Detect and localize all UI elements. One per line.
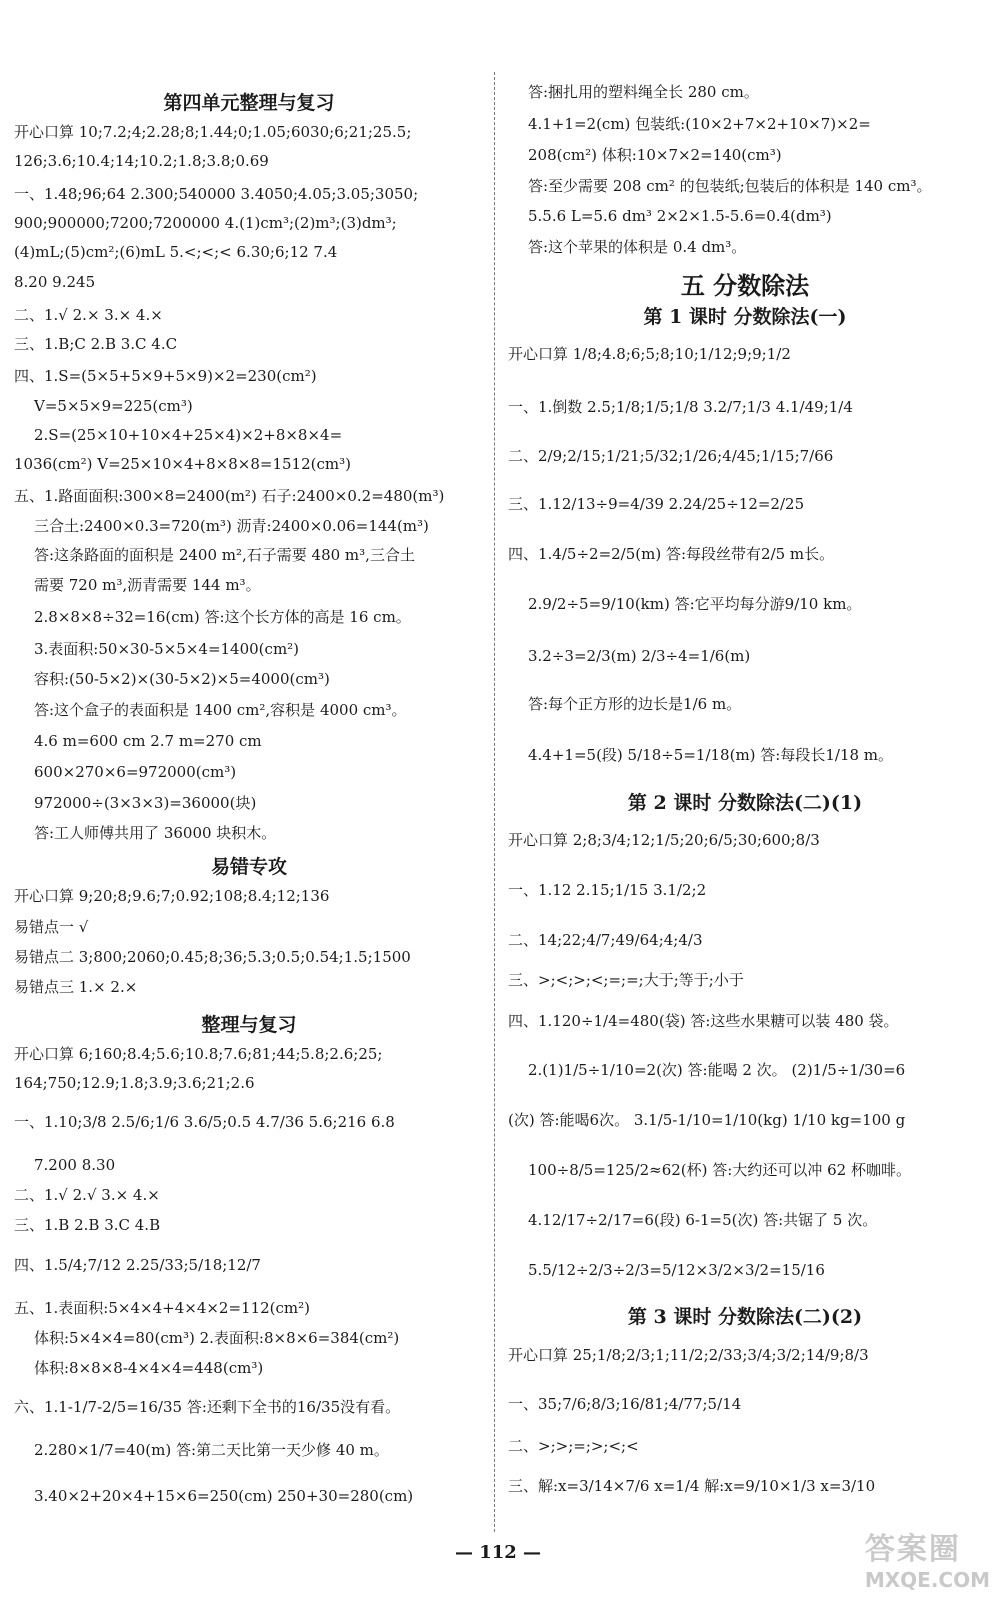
- answer-line: 2.280×1/7=40(m) 答:第二天比第一天少修 40 m。: [34, 1441, 389, 1459]
- answer-line: (4)mL;(5)cm²;(6)mL 5.<;<;< 6.30;6;12 7.4: [14, 243, 338, 261]
- answer-line: 答:这个盒子的表面积是 1400 cm²,容积是 4000 cm³。: [34, 701, 407, 719]
- answer-line: 一、1.10;3/8 2.5/6;1/6 3.6/5;0.5 4.7/36 5.6;216 6.8: [14, 1113, 395, 1131]
- answer-line: 四、1.120÷1/4=480(袋) 答:这些水果糖可以装 480 袋。: [508, 1012, 899, 1030]
- answer-line: 一、1.12 2.15;1/15 3.1/2;2: [508, 881, 707, 899]
- answer-line: 答:工人师傅共用了 36000 块积木。: [34, 824, 277, 842]
- answer-line: 5.5.6 L=5.6 dm³ 2×2×1.5-5.6=0.4(dm³): [528, 207, 832, 225]
- answer-line: 一、1.倒数 2.5;1/8;1/5;1/8 3.2/7;1/3 4.1/49;1/4: [508, 398, 853, 416]
- answer-line: 答:每个正方形的边长是1/6 m。: [528, 695, 742, 713]
- answer-line: 二、1.√ 2.× 3.× 4.×: [14, 306, 163, 324]
- answer-line: 五、1.路面面积:300×8=2400(m²) 石子:2400×0.2=480(m³): [14, 487, 445, 505]
- answer-line: 3.2÷3=2/3(m) 2/3÷4=1/6(m): [528, 647, 751, 665]
- answer-line: 600×270×6=972000(cm³): [34, 763, 237, 781]
- answer-line: 972000÷(3×3×3)=36000(块): [34, 794, 257, 812]
- answer-line: 208(cm²) 体积:10×7×2=140(cm³): [528, 146, 782, 164]
- answer-line: 三、1.12/13÷9=4/39 2.24/25÷12=2/25: [508, 495, 805, 513]
- answer-line: 3.表面积:50×30-5×5×4=1400(cm²): [34, 640, 300, 658]
- watermark-url: MXQE.COM: [864, 1568, 990, 1592]
- answer-line: 三、1.B 2.B 3.C 4.B: [14, 1216, 161, 1234]
- answer-line: 六、1.1-1/7-2/5=16/35 答:还剩下全书的16/35没有看。: [14, 1398, 401, 1416]
- answer-line: 126;3.6;10.4;14;10.2;1.8;3.8;0.69: [14, 152, 269, 170]
- column-divider: [494, 72, 495, 1532]
- answer-line: 四、1.S=(5×5+5×9+5×9)×2=230(cm²): [14, 367, 317, 385]
- answer-line: 三合土:2400×0.3=720(m³) 沥青:2400×0.06=144(m³): [34, 517, 429, 535]
- answer-line: V=5×5×9=225(cm³): [34, 397, 193, 415]
- answer-line: 四、1.5/4;7/12 2.25/33;5/18;12/7: [14, 1256, 261, 1274]
- answer-line: 二、1.√ 2.√ 3.× 4.×: [14, 1186, 160, 1204]
- answer-line: 2.8×8×8÷32=16(cm) 答:这个长方体的高是 16 cm。: [34, 608, 411, 626]
- answer-line: 需要 720 m³,沥青需要 144 m³。: [34, 576, 261, 594]
- answer-line: 一、35;7/6;8/3;16/81;4/77;5/14: [508, 1395, 742, 1413]
- answer-line: 开心口算 1/8;4.8;6;5;8;10;1/12;9;9;1/2: [508, 345, 791, 363]
- answer-line: 三、解:x=3/14×7/6 x=1/4 解:x=9/10×1/3 x=3/10: [508, 1477, 876, 1495]
- answer-line: 开心口算 6;160;8.4;5.6;10.8;7.6;81;44;5.8;2.6;25;: [14, 1045, 383, 1063]
- answer-line: 容积:(50-5×2)×(30-5×2)×5=4000(cm³): [34, 670, 330, 688]
- answer-line: 三、>;<;>;<;=;=;大于;等于;小于: [508, 971, 744, 989]
- answer-line: 2.9/2÷5=9/10(km) 答:它平均每分游9/10 km。: [528, 595, 862, 613]
- section-heading: 第 1 课时 分数除法(一): [643, 306, 847, 328]
- answer-line: 易错点二 3;800;2060;0.45;8;36;5.3;0.5;0.54;1.5;1500: [14, 948, 411, 966]
- answer-line: 4.4+1=5(段) 5/18÷5=1/18(m) 答:每段长1/18 m。: [528, 746, 894, 764]
- answer-line: 答:这条路面的面积是 2400 m²,石子需要 480 m³,三合土: [34, 546, 415, 564]
- section-heading: 第 3 课时 分数除法(二)(2): [627, 1306, 863, 1328]
- answer-line: 2.S=(25×10+10×4+25×4)×2+8×8×4=: [34, 426, 343, 444]
- answer-line: 四、1.4/5÷2=2/5(m) 答:每段丝带有2/5 m长。: [508, 545, 835, 563]
- answer-line: 二、14;22;4/7;49/64;4;4/3: [508, 931, 703, 949]
- section-heading: 第四单元整理与复习: [163, 92, 335, 114]
- answer-line: 4.1+1=2(cm) 包装纸:(10×2+7×2+10×7)×2=: [528, 115, 871, 133]
- answer-line: 开心口算 10;7.2;4;2.28;8;1.44;0;1.05;6030;6;21;25.5;: [14, 123, 412, 141]
- answer-line: 3.40×2+20×4+15×6=250(cm) 250+30=280(cm): [34, 1487, 414, 1505]
- page-number: — 112 —: [454, 1542, 542, 1563]
- answer-line: 五、1.表面积:5×4×4+4×4×2=112(cm²): [14, 1299, 311, 1317]
- answer-line: 1036(cm²) V=25×10×4+8×8×8=1512(cm³): [14, 455, 351, 473]
- answer-line: 7.200 8.30: [34, 1156, 116, 1174]
- watermark-logo: [865, 1524, 990, 1592]
- answer-line: 二、>;>;=;>;<;<: [508, 1437, 639, 1455]
- answer-line: 2.(1)1/5÷1/10=2(次) 答:能喝 2 次。 (2)1/5÷1/30=6: [528, 1061, 906, 1079]
- answer-line: 900;900000;7200;7200000 4.(1)cm³;(2)m³;(3)dm³;: [14, 214, 397, 232]
- answer-line: 4.12/17÷2/17=6(段) 6-1=5(次) 答:共锯了 5 次。: [528, 1211, 878, 1229]
- answer-line: 易错点一 √: [14, 918, 89, 936]
- answer-line: 8.20 9.245: [14, 273, 96, 291]
- answer-line: 三、1.B;C 2.B 3.C 4.C: [14, 335, 178, 353]
- answer-line: 164;750;12.9;1.8;3.9;3.6;21;2.6: [14, 1074, 255, 1092]
- answer-line: 答:捆扎用的塑料绳全长 280 cm。: [528, 83, 759, 101]
- answer-line: 100÷8/5=125/2≈62(杯) 答:大约还可以冲 62 杯咖啡。: [528, 1161, 911, 1179]
- answer-line: 二、2/9;2/15;1/21;5/32;1/26;4/45;1/15;7/66: [508, 447, 834, 465]
- section-heading: 易错专攻: [210, 856, 287, 878]
- answer-line: 4.6 m=600 cm 2.7 m=270 cm: [34, 732, 262, 750]
- answer-line: 一、1.48;96;64 2.300;540000 3.4050;4.05;3.05;3050;: [14, 185, 419, 203]
- watermark-text: 答案圈: [864, 1532, 961, 1567]
- answer-line: 开心口算 9;20;8;9.6;7;0.92;108;8.4;12;136: [14, 887, 330, 905]
- answer-line: 开心口算 25;1/8;2/3;1;11/2;2/33;3/4;3/2;14/9;8/3: [508, 1346, 869, 1364]
- answer-line: 答:至少需要 208 cm² 的包装纸;包装后的体积是 140 cm³。: [528, 177, 932, 195]
- answer-line: 开心口算 2;8;3/4;12;1/5;20;6/5;30;600;8/3: [508, 831, 820, 849]
- answer-line: 易错点三 1.× 2.×: [14, 978, 138, 996]
- section-heading: 第 2 课时 分数除法(二)(1): [627, 792, 863, 814]
- answer-line: 答:这个苹果的体积是 0.4 dm³。: [528, 238, 747, 256]
- answer-line: 体积:8×8×8-4×4×4=448(cm³): [34, 1359, 264, 1377]
- answer-line: (次) 答:能喝6次。 3.1/5-1/10=1/10(kg) 1/10 kg=100 g: [508, 1111, 906, 1129]
- section-heading: 五 分数除法: [680, 271, 810, 300]
- answer-line: 5.5/12÷2/3÷2/3=5/12×3/2×3/2=15/16: [528, 1261, 825, 1279]
- section-heading: 整理与复习: [201, 1014, 297, 1036]
- answer-line: 体积:5×4×4=80(cm³) 2.表面积:8×8×6=384(cm²): [34, 1329, 400, 1347]
